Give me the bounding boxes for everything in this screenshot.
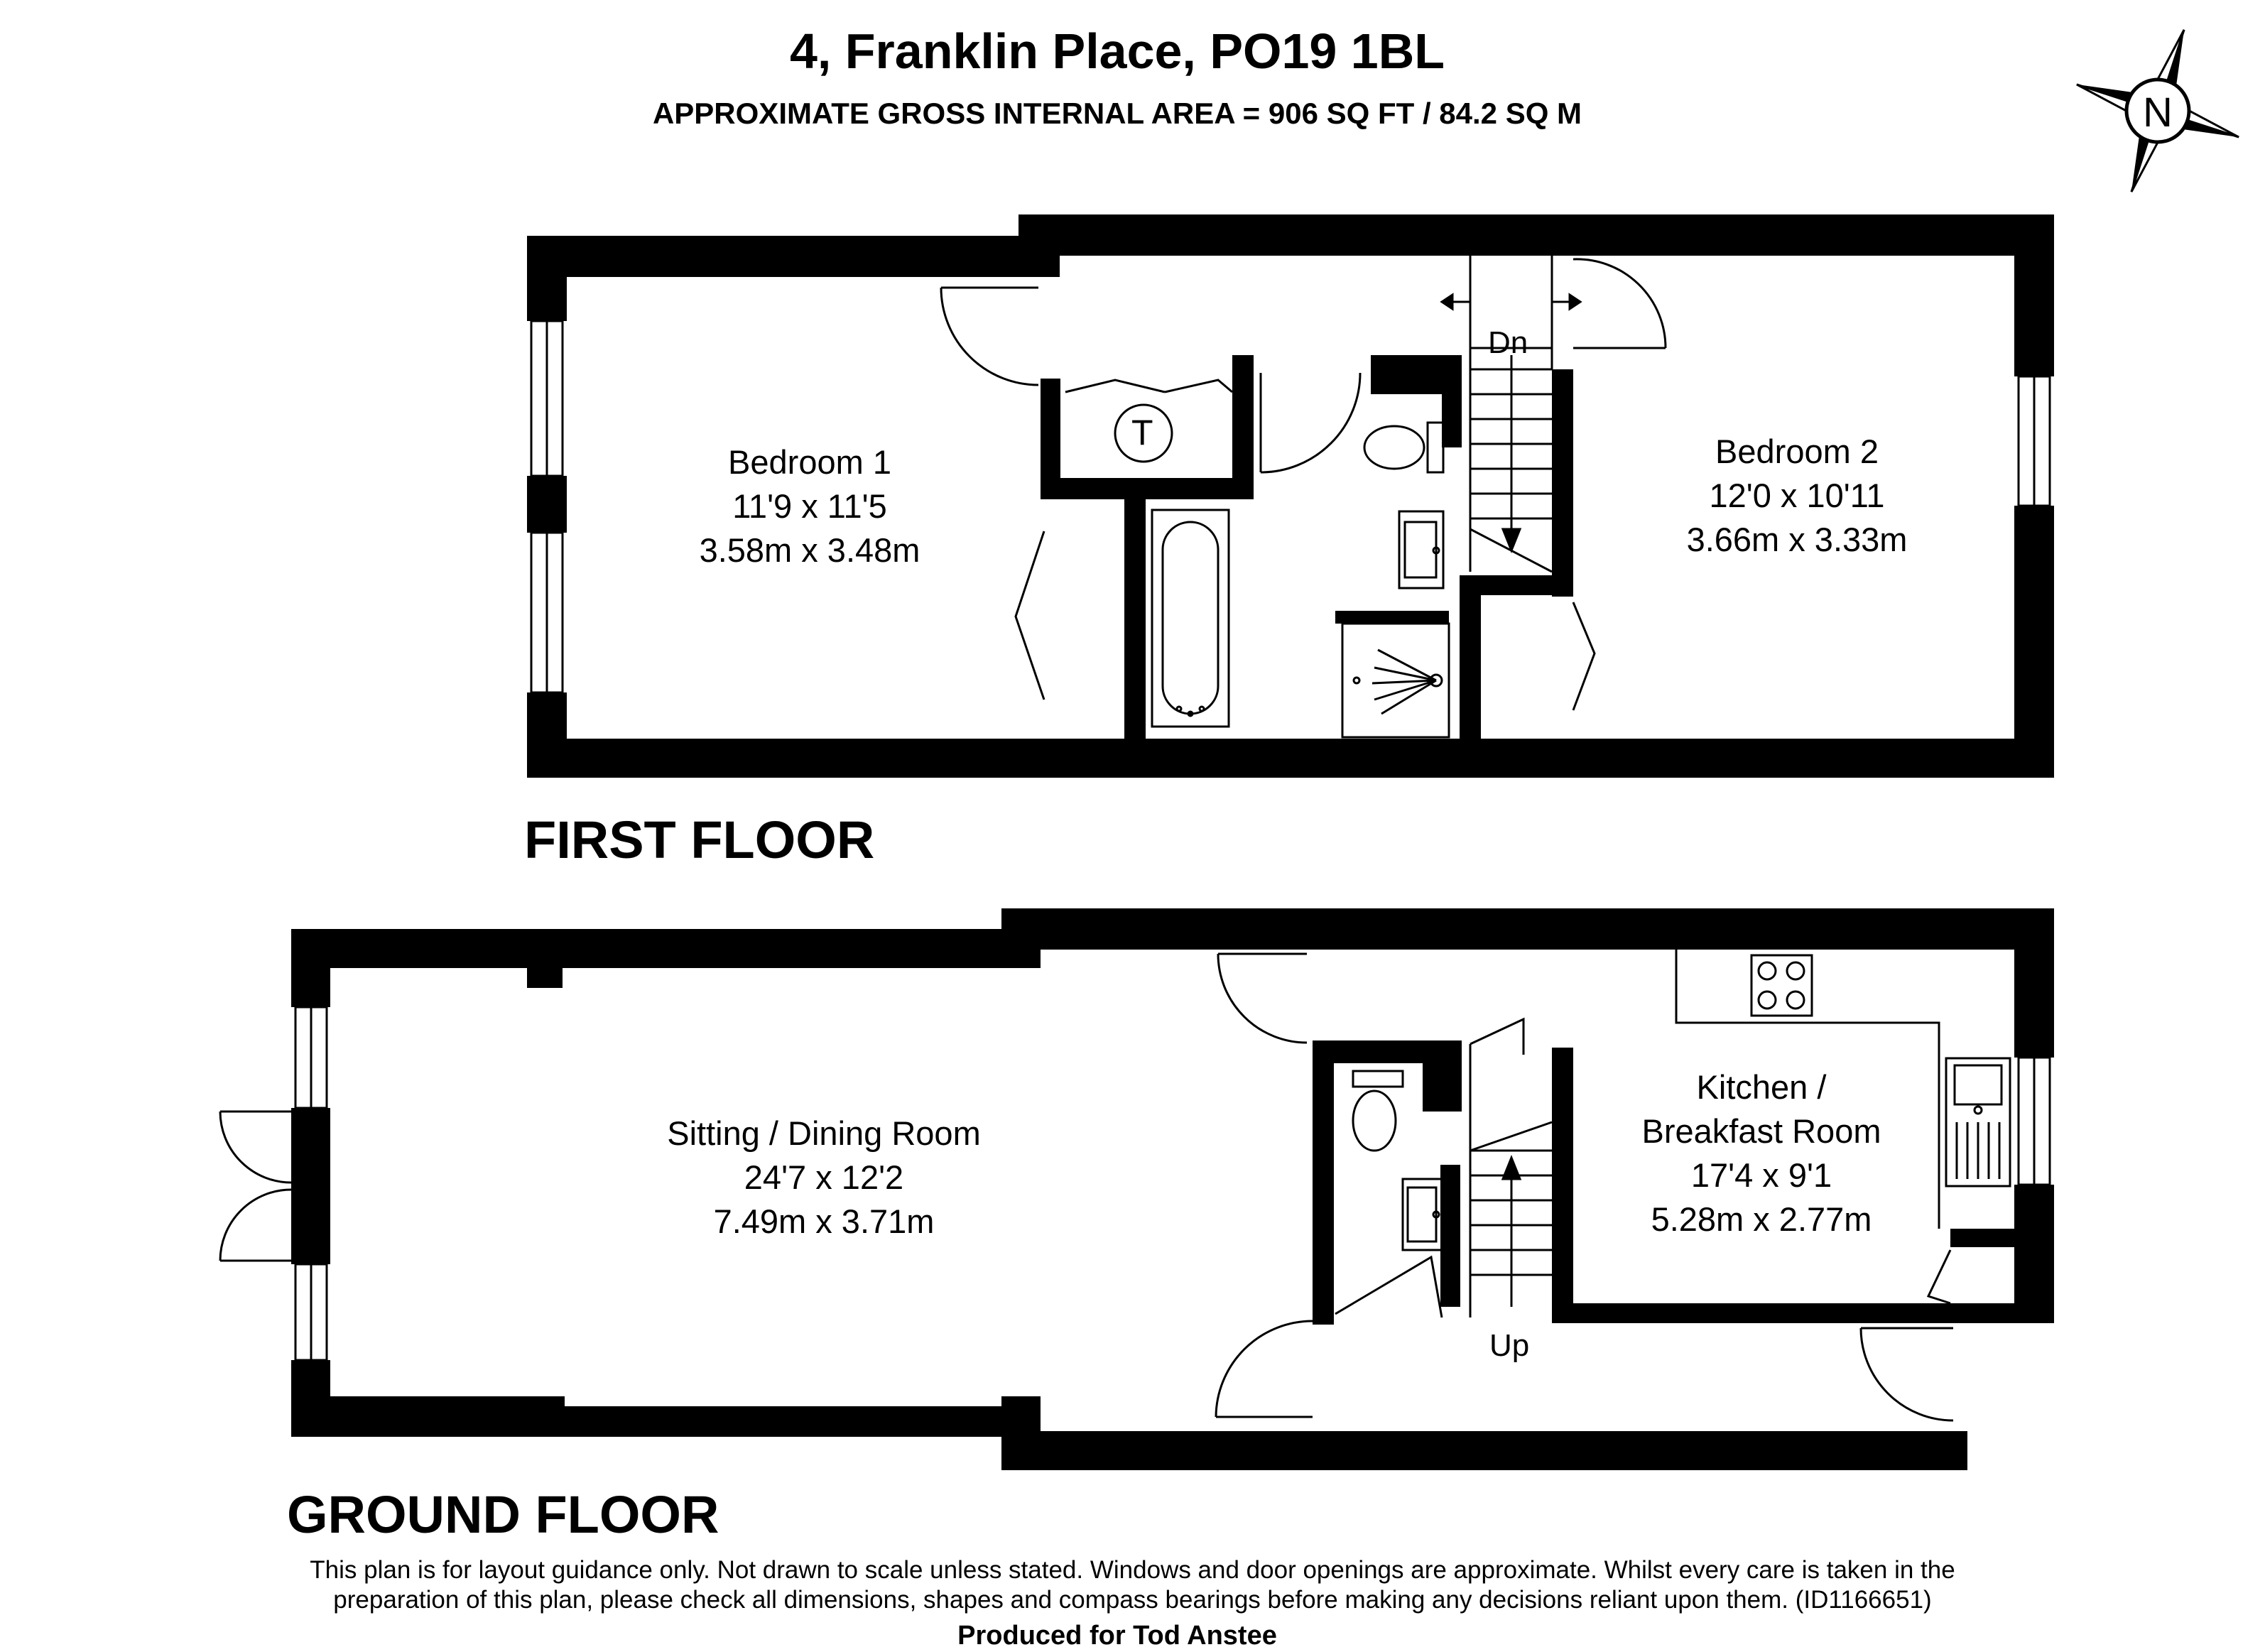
stairs-down-label: Dn	[1488, 325, 1528, 360]
room-imperial: 24'7 x 12'2	[744, 1158, 904, 1196]
room-metric: 3.58m x 3.48m	[699, 531, 920, 569]
room-bedroom-1	[661, 440, 959, 572]
room-name-line-1: Kitchen /	[1696, 1068, 1827, 1106]
room-imperial: 12'0 x 10'11	[1709, 477, 1885, 514]
room-imperial: 11'9 x 11'5	[732, 487, 887, 525]
room-name: Bedroom 2	[1715, 433, 1879, 470]
compass-north-letter: N	[2143, 89, 2173, 136]
room-imperial: 17'4 x 9'1	[1690, 1156, 1832, 1194]
room-name: Sitting / Dining Room	[667, 1114, 981, 1152]
room-metric: 3.66m x 3.33m	[1686, 521, 1908, 558]
disclaimer-line-2: preparation of this plan, please check all dimensions, shapes and compass bearings before making any decisions reliant upon them. (ID1166651)	[333, 1586, 1932, 1614]
room-bedroom-2	[1641, 430, 1953, 562]
room-name-line-2: Breakfast Room	[1641, 1112, 1881, 1150]
first-floor-label: FIRST FLOOR	[524, 810, 875, 869]
produced-for: Produced for Tod Anstee	[957, 1621, 1277, 1651]
disclaimer-line-1: This plan is for layout guidance only. Not drawn to scale unless stated. Windows and door openings are approximate. Whilst every care is taken in the	[310, 1556, 1955, 1584]
room-kitchen-breakfast	[1598, 1065, 1925, 1241]
room-metric: 5.28m x 2.77m	[1651, 1200, 1872, 1238]
cylinder-label: T	[1131, 413, 1153, 452]
stairs-up-label: Up	[1489, 1328, 1530, 1363]
gross-area: APPROXIMATE GROSS INTERNAL AREA = 906 SQ FT / 84.2 SQ M	[652, 97, 1582, 130]
plan-title: 4, Franklin Place, PO19 1BL	[789, 23, 1445, 79]
ground-floor-label: GROUND FLOOR	[287, 1485, 719, 1544]
room-metric: 7.49m x 3.71m	[713, 1202, 935, 1240]
disclaimer	[0, 1555, 2265, 1615]
room-sitting-dining	[611, 1112, 1037, 1244]
room-name: Bedroom 1	[728, 443, 891, 481]
